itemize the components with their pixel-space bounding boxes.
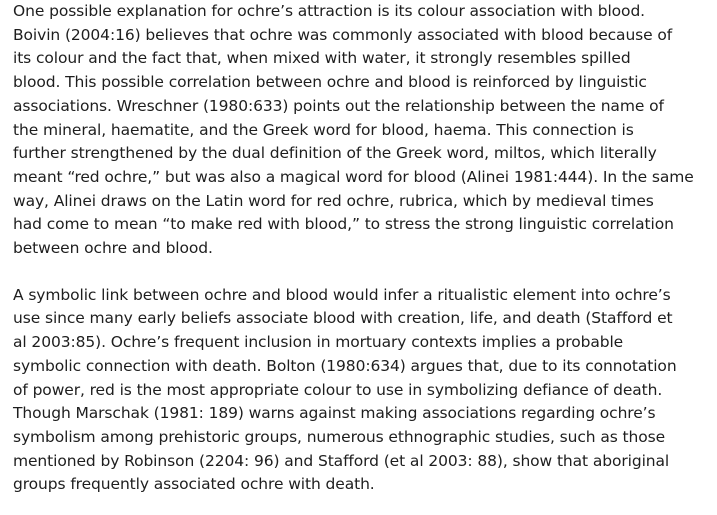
text-line: use since many early beliefs associate blood with creation, life, and death (Stafford et <box>13 309 673 328</box>
text-line: One possible explanation for ochre’s attraction is its colour association with blood. <box>13 2 646 20</box>
text-line: Boivin (2004:16) believes that ochre was commonly associated with blood because of <box>13 25 673 44</box>
text-line: symbolic connection with death. Bolton (1980:634) argues that, due to its connotation <box>13 356 677 375</box>
text-line: mentioned by Robinson (2204: 96) and Stafford (et al 2003: 88), show that aboriginal <box>13 451 670 470</box>
text-line: associations. Wreschner (1980:633) points out the relationship between the name of <box>13 96 664 115</box>
text-line: of power, red is the most appropriate colour to use in symbolizing defiance of death. <box>13 380 663 399</box>
text-line: had come to mean “to make red with blood,” to stress the strong linguistic correlation <box>13 215 674 234</box>
text-line: further strengthened by the dual definition of the Greek word, miltos, which literally <box>13 144 657 163</box>
text-line: al 2003:85). Ochre’s frequent inclusion in mortuary contexts implies a probable <box>13 333 624 352</box>
text-line: blood. This possible correlation between ochre and blood is reinforced by linguistic <box>13 73 647 92</box>
text-line: groups frequently associated ochre with death. <box>13 475 375 494</box>
text-line: symbolism among prehistoric groups, numerous ethnographic studies, such as those <box>13 427 666 446</box>
text-line: the mineral, haematite, and the Greek word for blood, haema. This connection is <box>13 120 634 139</box>
text-line: its colour and the fact that, when mixed with water, it strongly resembles spilled <box>13 49 631 68</box>
text-line: way, Alinei draws on the Latin word for red ochre, rubrica, which by medieval times <box>13 191 654 210</box>
text-line: A symbolic link between ochre and blood would infer a ritualistic element into ochre’s <box>13 285 671 304</box>
paragraph-symbolic-link-death <box>13 284 700 497</box>
text-line: meant “red ochre,” but was also a magical word for blood (Alinei 1981:444). In the same <box>13 167 694 186</box>
paragraph-ochre-blood-association <box>13 0 700 261</box>
text-line: between ochre and blood. <box>13 239 213 258</box>
text-line: Though Marschak (1981: 189) warns against making associations regarding ochre’s <box>13 404 656 423</box>
